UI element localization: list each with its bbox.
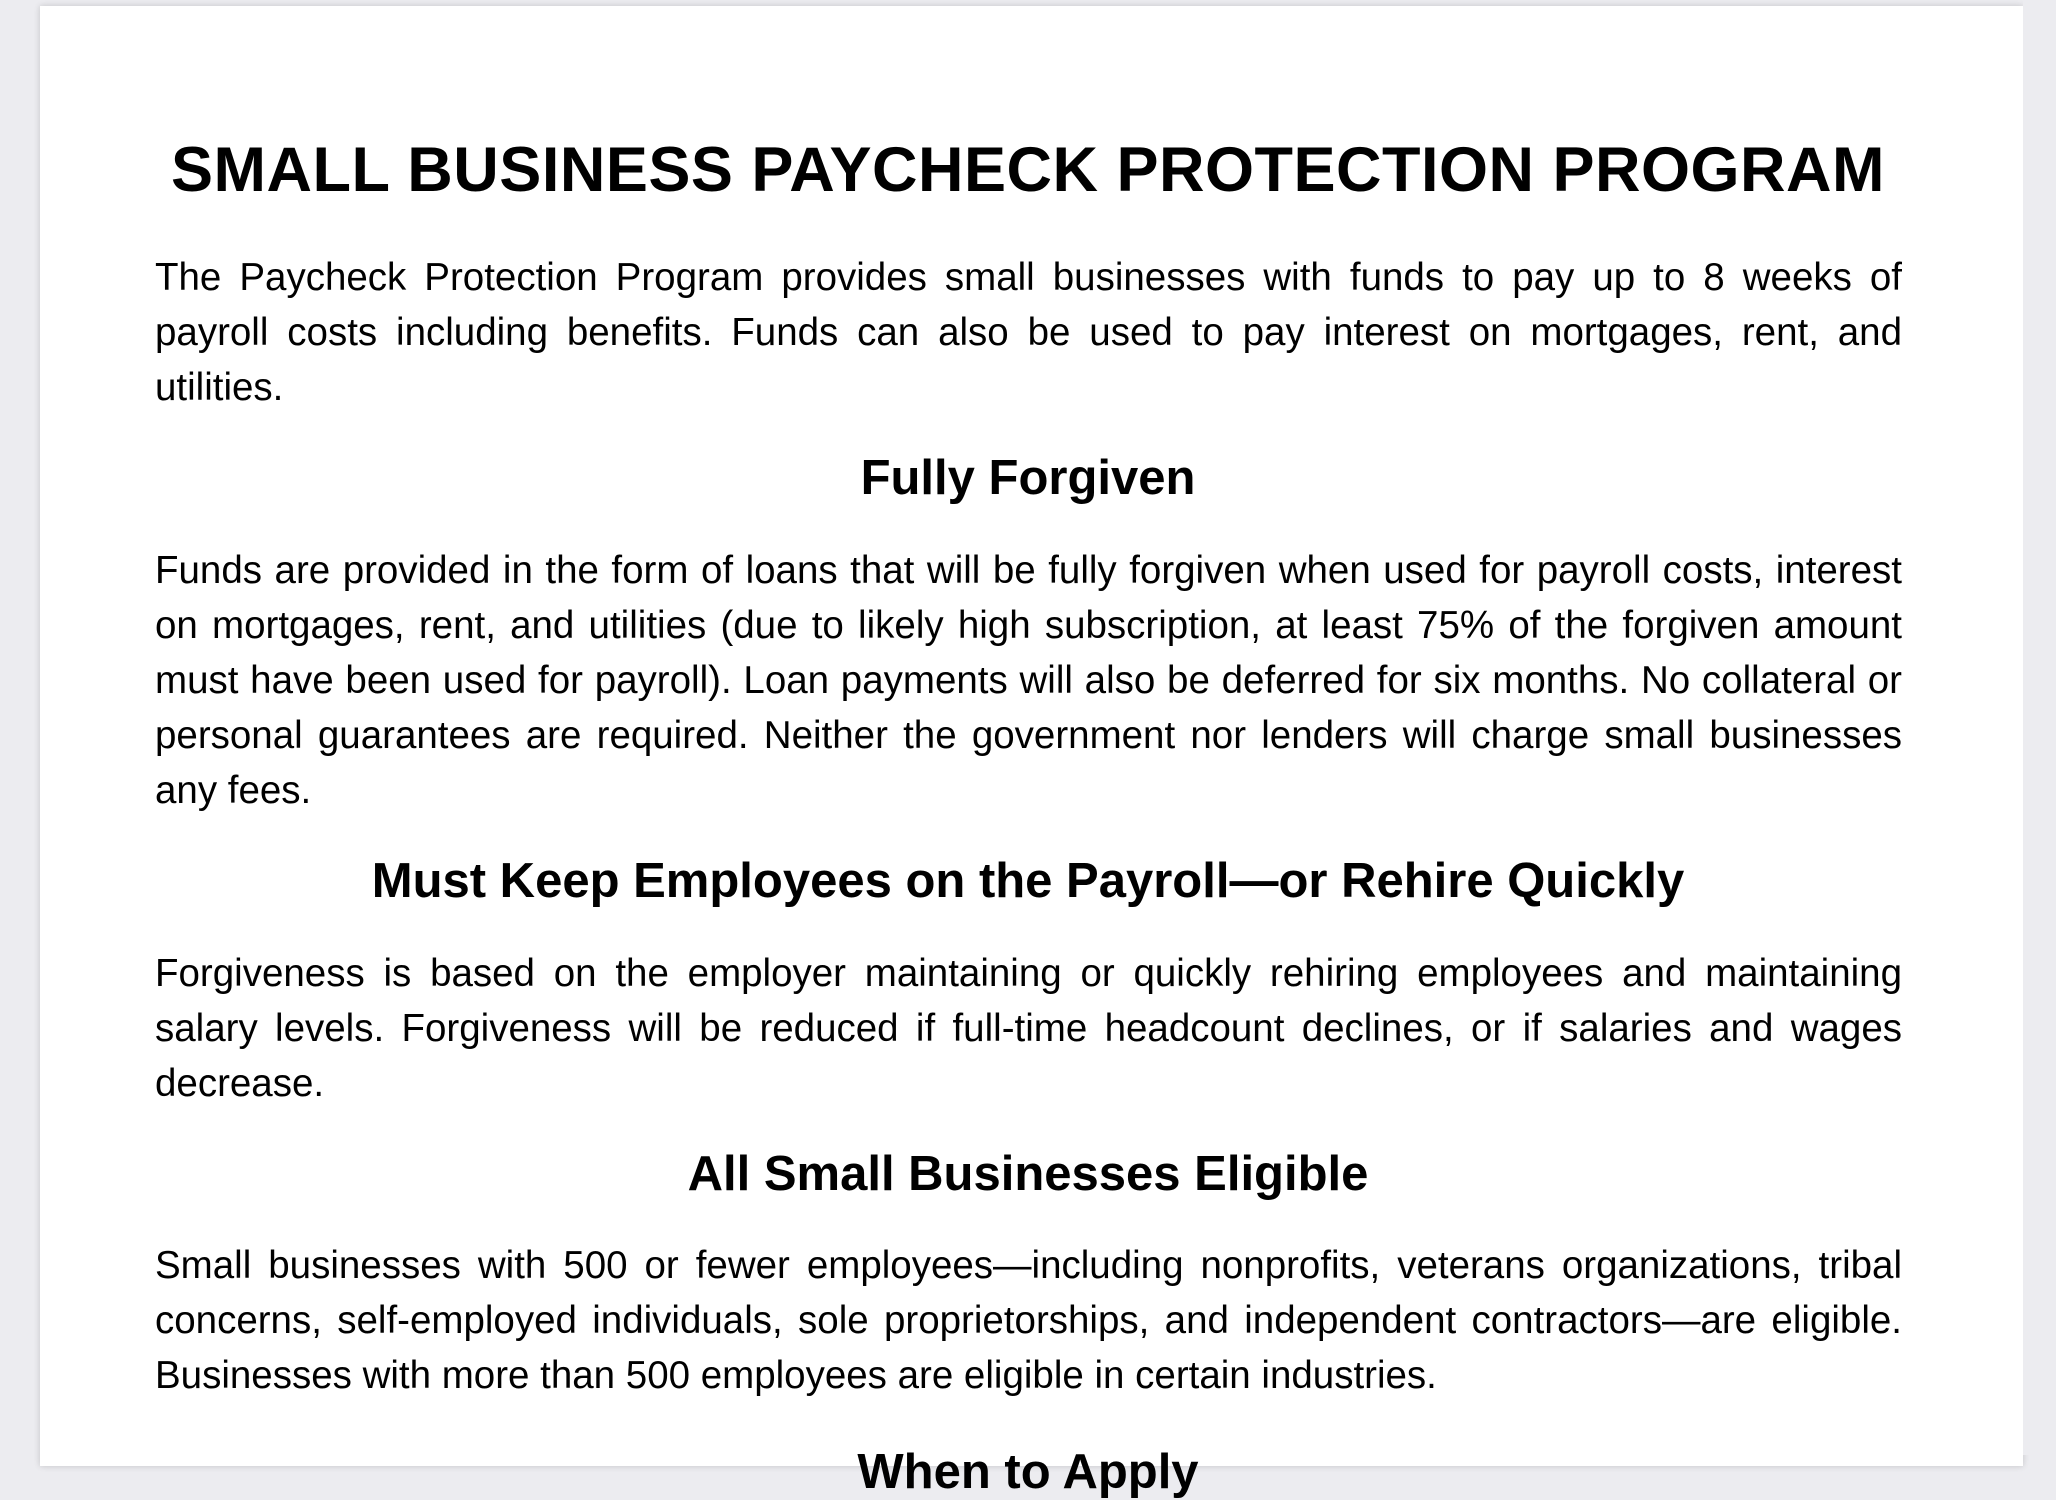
paragraph-keep-employees: Forgiveness is based on the employer maintaining or quickly rehiring employees and maintaining salary levels. Forgiveness will be reduced if full-time headcount declines, or if salaries and wages decrease. [155,952,1902,1105]
paragraph-all-eligible: Small businesses with 500 or fewer employees—including nonprofits, veterans organizations, tribal concerns, self-employed individuals, sole proprietorships, and independent contractors—are eligible. Businesses with more than 500 employees are eligible in certain industries. [155,1244,1902,1397]
document-title: SMALL BUSINESS PAYCHECK PROTECTION PROGRAM [170,135,1885,205]
document-page [40,6,2023,1499]
intro-paragraph: The Paycheck Protection Program provides small businesses with funds to pay up to 8 weeks of payroll costs including benefits. Funds can also be used to pay interest on mortgages, rent, and utilities. [155,256,1902,409]
viewer-background-edge [2023,0,2048,1455]
paragraph-fully-forgiven: Funds are provided in the form of loans that will be fully forgiven when used for payroll costs, interest on mortgages, rent, and utilities (due to likely high subscription, at least 75% of the forgiven amount must have been used for payroll). Loan payments will also be deferred for six months. No collateral or personal guarantees are required. Neither the government nor lenders will charge small businesses any fees. [155,549,1902,812]
heading-keep-employees: Must Keep Employees on the Payroll—or Rehire Quickly [371,854,1685,908]
heading-all-eligible: All Small Businesses Eligible [687,1147,1369,1201]
heading-fully-forgiven: Fully Forgiven [860,451,1196,505]
heading-next-partial: When to Apply [857,1445,1199,1499]
